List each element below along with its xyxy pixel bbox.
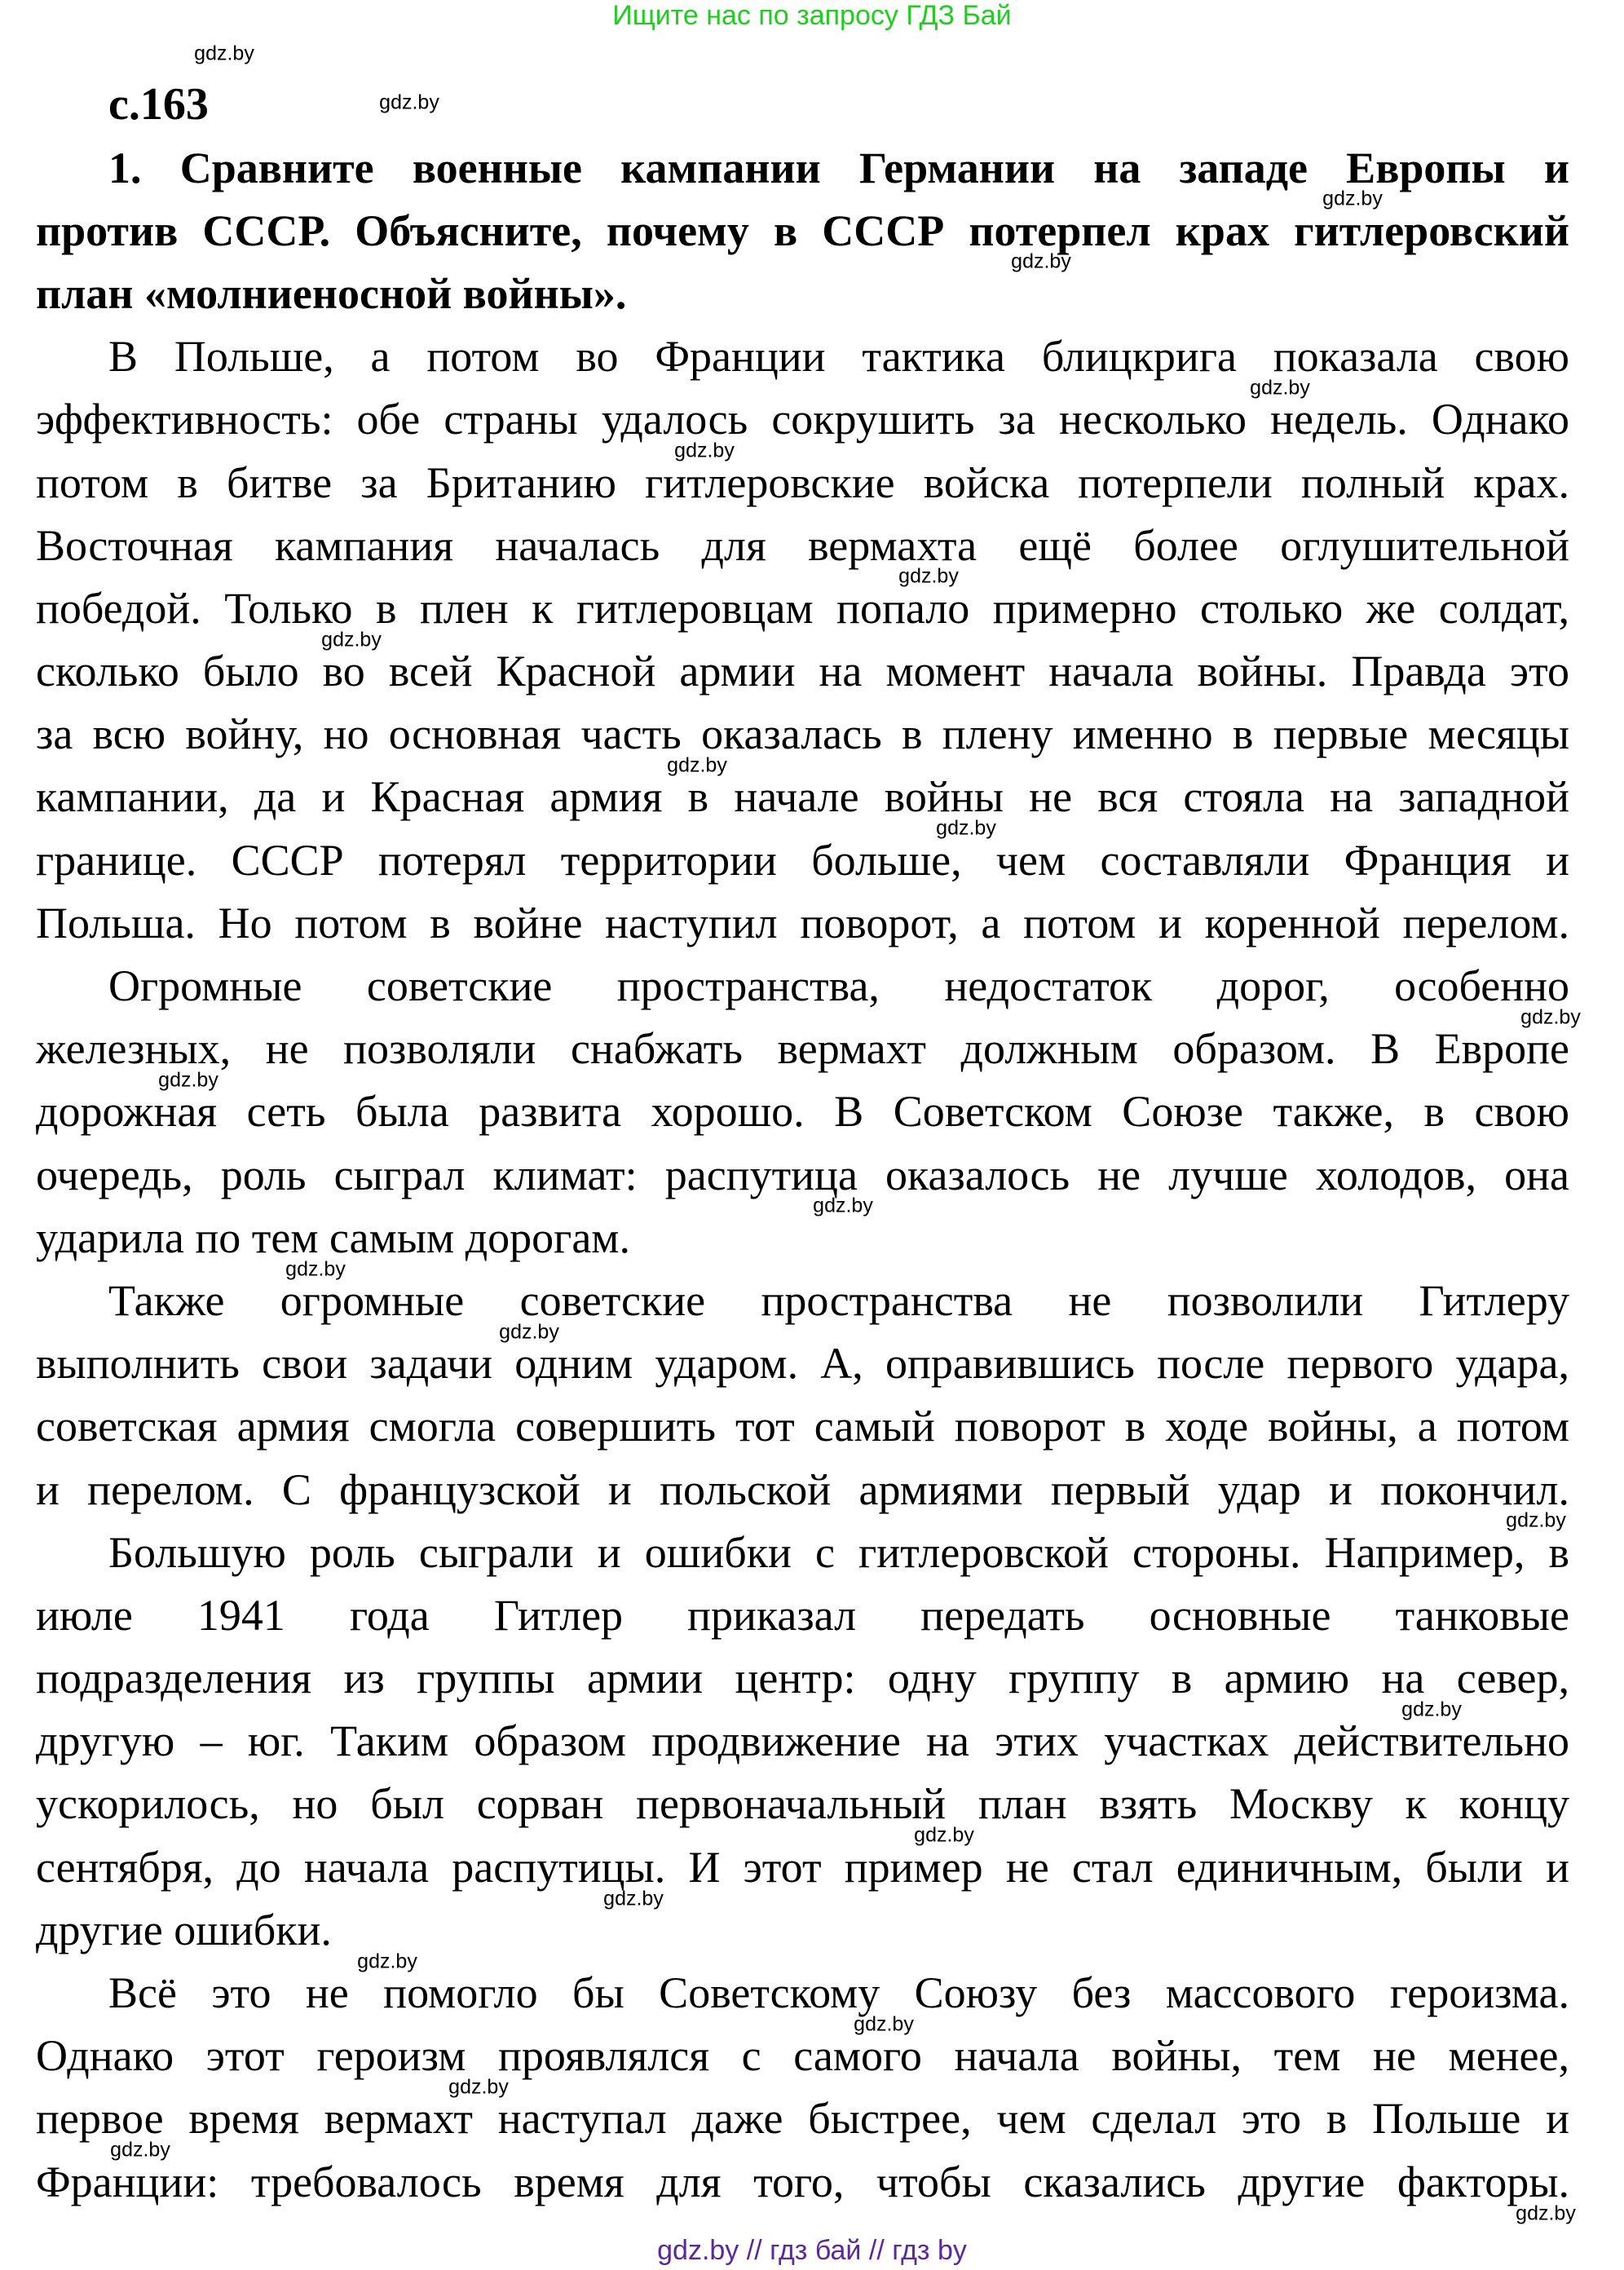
- watermark: gdz.by: [499, 1320, 559, 1344]
- watermark: gdz.by: [914, 1823, 974, 1847]
- watermark: gdz.by: [1520, 1005, 1581, 1029]
- watermark: gdz.by: [194, 42, 254, 65]
- text-line: Также огромные советские пространства не позволили Гитлеру: [108, 1275, 1569, 1325]
- text-line: потом в битве за Британию гитлеровские войска потерпели полный крах.: [36, 457, 1569, 507]
- text-line: Восточная кампания началась для вермахта ещё более оглушительной: [36, 520, 1569, 570]
- watermark: gdz.by: [321, 628, 382, 651]
- text-line: за всю войну, но основная часть оказалась в плену именно в первые месяцы: [36, 709, 1569, 759]
- text-line: Однако этот героизм проявлялся с самого начала войны, тем не менее,: [36, 2031, 1569, 2081]
- watermark: gdz.by: [603, 1887, 664, 1910]
- watermark: gdz.by: [110, 2138, 170, 2162]
- watermark: gdz.by: [674, 439, 735, 462]
- paragraph: [36, 961, 1569, 1262]
- paragraph: [36, 1527, 1569, 1954]
- watermark: gdz.by: [1011, 250, 1071, 273]
- text-line: границе. СССР потерял территории больше, чем составляли Франция и: [36, 835, 1569, 885]
- text-line: первое время вермахт наступал даже быстрее, чем сделал это в Польше и: [36, 2094, 1569, 2144]
- question-line: против СССР. Объясните, почему в СССР потерпел крах гитлеровский: [36, 205, 1569, 255]
- watermark: gdz.by: [1506, 1508, 1566, 1532]
- text-line: эффективность: обе страны удалось сокрушить за несколько недель. Однако: [36, 395, 1569, 444]
- text-line: очередь, роль сыграл климат: распутица оказалось не лучше холодов, она: [36, 1150, 1569, 1199]
- text-line: кампании, да и Красная армия в начале войны не вся стояла на западной: [36, 772, 1569, 822]
- text-line: другие ошибки.: [36, 1905, 332, 1954]
- text-line: ударила по тем самым дорогам.: [36, 1212, 630, 1262]
- watermark: gdz.by: [898, 564, 959, 588]
- text-line: другую – юг. Таким образом продвижение на этих участках действительно: [36, 1716, 1569, 1766]
- watermark: gdz.by: [285, 1257, 346, 1281]
- question-heading: [36, 143, 1569, 318]
- watermark: gdz.by: [1250, 376, 1310, 400]
- text-line: советская армия смогла совершить тот самый поворот в ходе войны, а потом: [36, 1402, 1569, 1451]
- watermark: gdz.by: [667, 753, 727, 777]
- text-line: подразделения из группы армии центр: одну группу в армию на север,: [36, 1654, 1569, 1703]
- header-banner: Ищите нас по запросу ГДЗ Бай: [612, 0, 1012, 31]
- footer-link[interactable]: gdz.by // гдз бай // гдз by: [657, 2235, 967, 2266]
- text-line: Франции: требовалось время для того, чтобы сказались другие факторы.: [36, 2157, 1569, 2206]
- text-line: победой. Только в плен к гитлеровцам попало примерно столько же солдат,: [36, 583, 1569, 633]
- watermark: gdz.by: [158, 1068, 218, 1092]
- text-line: В Польше, а потом во Франции тактика блицкрига показала свою: [108, 332, 1569, 382]
- watermark: gdz.by: [936, 816, 996, 840]
- text-line: ускорилось, но был сорван первоначальный план взять Москву к концу: [36, 1779, 1569, 1829]
- watermark: gdz.by: [1322, 187, 1383, 210]
- question-line: план «молниеносной войны».: [36, 268, 627, 318]
- text-line: Всё это не помогло бы Советскому Союзу без массового героизма.: [108, 1968, 1569, 2018]
- question-line: 1. Сравните военные кампании Германии на западе Европы и: [108, 143, 1569, 192]
- text-line: Огромные советские пространства, недостаток дорог, особенно: [108, 961, 1569, 1011]
- text-line: дорожная сеть была развита хорошо. В Советском Союзе также, в свою: [36, 1087, 1569, 1137]
- watermark: gdz.by: [813, 1194, 873, 1217]
- watermark: gdz.by: [357, 1950, 417, 1973]
- text-line: июле 1941 года Гитлер приказал передать основные танковые: [36, 1590, 1569, 1640]
- watermark: gdz.by: [379, 91, 439, 114]
- text-line: Польша. Но потом в войне наступил поворот, а потом и коренной перелом.: [36, 898, 1569, 947]
- watermark: gdz.by: [448, 2075, 509, 2099]
- watermark: gdz.by: [854, 2012, 914, 2036]
- page-label: с.163: [108, 79, 209, 130]
- document-body: [36, 143, 1569, 2224]
- text-line: сколько было во всей Красной армии на момент начала войны. Правда это: [36, 647, 1569, 696]
- watermark: gdz.by: [1401, 1698, 1462, 1721]
- text-line: сентября, до начала распутицы. И этот пример не стал единичным, были и: [36, 1842, 1569, 1892]
- text-line: железных, не позволяли снабжать вермахт должным образом. В Европе: [36, 1024, 1569, 1074]
- paragraph: [36, 1968, 1569, 2206]
- paragraph: [36, 1275, 1569, 1514]
- text-line: Большую роль сыграли и ошибки с гитлеровской стороны. Например, в: [108, 1527, 1569, 1577]
- watermark: gdz.by: [1516, 2202, 1576, 2225]
- text-line: выполнить свои задачи одним ударом. А, оправившись после первого удара,: [36, 1339, 1569, 1389]
- paragraph: [36, 332, 1569, 947]
- text-line: и перелом. С французской и польской армиями первый удар и покончил.: [36, 1464, 1569, 1514]
